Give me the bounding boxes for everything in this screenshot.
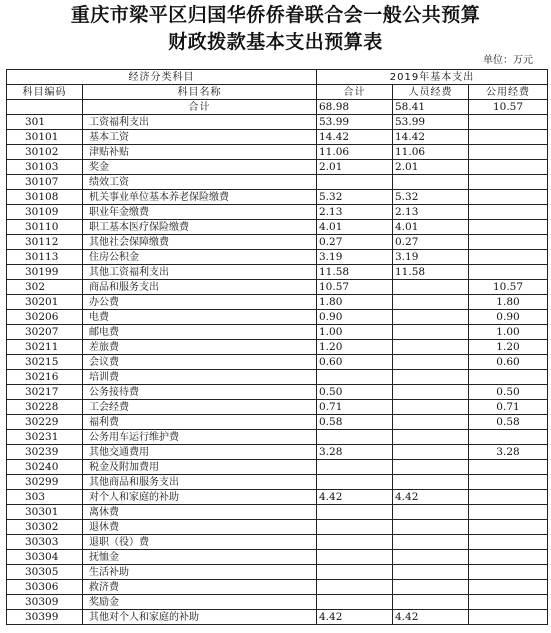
row-total bbox=[317, 520, 393, 535]
row-personnel: 3.19 bbox=[393, 250, 469, 265]
row-name: 绩效工资 bbox=[83, 175, 317, 190]
row-code: 30399 bbox=[7, 610, 83, 625]
row-personnel bbox=[393, 340, 469, 355]
row-code: 301 bbox=[7, 115, 83, 130]
row-total bbox=[317, 460, 393, 475]
row-code: 30103 bbox=[7, 160, 83, 175]
row-public bbox=[469, 235, 548, 250]
row-public: 0.90 bbox=[469, 310, 548, 325]
row-code: 30299 bbox=[7, 475, 83, 490]
header-econ-class: 经济分类科目 bbox=[7, 70, 317, 85]
table-row bbox=[7, 115, 548, 130]
row-public bbox=[469, 220, 548, 235]
row-personnel bbox=[393, 310, 469, 325]
row-total bbox=[317, 175, 393, 190]
row-public bbox=[469, 265, 548, 280]
row-public bbox=[469, 565, 548, 580]
row-public: 3.28 bbox=[469, 445, 548, 460]
row-name: 公务用车运行维护费 bbox=[83, 430, 317, 445]
row-code: 30206 bbox=[7, 310, 83, 325]
row-total: 11.58 bbox=[317, 265, 393, 280]
row-code: 30112 bbox=[7, 235, 83, 250]
row-public bbox=[469, 535, 548, 550]
row-code: 30107 bbox=[7, 175, 83, 190]
row-public bbox=[469, 610, 548, 625]
table-row bbox=[7, 280, 548, 295]
row-name: 工资福利支出 bbox=[83, 115, 317, 130]
row-public: 0.71 bbox=[469, 400, 548, 415]
row-code: 30309 bbox=[7, 595, 83, 610]
row-name: 职工基本医疗保险缴费 bbox=[83, 220, 317, 235]
row-total: 14.42 bbox=[317, 130, 393, 145]
table-row bbox=[7, 490, 548, 505]
row-code: 30305 bbox=[7, 565, 83, 580]
row-public: 0.50 bbox=[469, 385, 548, 400]
table-row bbox=[7, 130, 548, 145]
total-row-personnel: 58.41 bbox=[393, 100, 469, 115]
row-personnel: 2.13 bbox=[393, 205, 469, 220]
row-personnel: 5.32 bbox=[393, 190, 469, 205]
row-name: 邮电费 bbox=[83, 325, 317, 340]
row-total bbox=[317, 595, 393, 610]
row-code: 30304 bbox=[7, 550, 83, 565]
row-personnel bbox=[393, 370, 469, 385]
row-personnel bbox=[393, 565, 469, 580]
row-code: 30110 bbox=[7, 220, 83, 235]
row-total bbox=[317, 475, 393, 490]
row-personnel bbox=[393, 445, 469, 460]
row-personnel bbox=[393, 400, 469, 415]
row-code: 30301 bbox=[7, 505, 83, 520]
row-personnel bbox=[393, 475, 469, 490]
row-total: 11.06 bbox=[317, 145, 393, 160]
row-total: 2.13 bbox=[317, 205, 393, 220]
table-row bbox=[7, 250, 548, 265]
row-public bbox=[469, 550, 548, 565]
row-total bbox=[317, 580, 393, 595]
table-row bbox=[7, 370, 548, 385]
table-row bbox=[7, 385, 548, 400]
row-name: 基本工资 bbox=[83, 130, 317, 145]
row-name: 税金及附加费用 bbox=[83, 460, 317, 475]
header-year-title: 2019年基本支出 bbox=[317, 70, 548, 85]
row-personnel: 11.06 bbox=[393, 145, 469, 160]
row-total: 0.27 bbox=[317, 235, 393, 250]
row-personnel bbox=[393, 580, 469, 595]
row-name: 会议费 bbox=[83, 355, 317, 370]
row-name: 奖励金 bbox=[83, 595, 317, 610]
row-name: 奖金 bbox=[83, 160, 317, 175]
row-personnel: 0.27 bbox=[393, 235, 469, 250]
row-total: 5.32 bbox=[317, 190, 393, 205]
table-row bbox=[7, 160, 548, 175]
row-total: 1.20 bbox=[317, 340, 393, 355]
header-public: 公用经费 bbox=[469, 85, 548, 100]
row-name: 津贴补贴 bbox=[83, 145, 317, 160]
row-name: 救济费 bbox=[83, 580, 317, 595]
row-personnel bbox=[393, 535, 469, 550]
table-row bbox=[7, 235, 548, 250]
row-total: 4.42 bbox=[317, 490, 393, 505]
row-name: 生活补助 bbox=[83, 565, 317, 580]
row-personnel bbox=[393, 460, 469, 475]
total-row bbox=[7, 100, 548, 115]
row-name: 其他工资福利支出 bbox=[83, 265, 317, 280]
row-total bbox=[317, 370, 393, 385]
row-name: 职业年金缴费 bbox=[83, 205, 317, 220]
row-public bbox=[469, 115, 548, 130]
row-personnel bbox=[393, 595, 469, 610]
header-row-1 bbox=[7, 70, 548, 85]
row-name: 对个人和家庭的补助 bbox=[83, 490, 317, 505]
row-name: 退职（役）费 bbox=[83, 535, 317, 550]
row-public bbox=[469, 460, 548, 475]
row-code: 302 bbox=[7, 280, 83, 295]
row-total: 4.42 bbox=[317, 610, 393, 625]
row-public: 0.58 bbox=[469, 415, 548, 430]
row-total: 0.71 bbox=[317, 400, 393, 415]
row-total: 1.00 bbox=[317, 325, 393, 340]
table-row bbox=[7, 175, 548, 190]
row-public: 0.60 bbox=[469, 355, 548, 370]
table-row bbox=[7, 445, 548, 460]
row-total: 0.90 bbox=[317, 310, 393, 325]
budget-table bbox=[6, 69, 548, 625]
row-name: 其他社会保障缴费 bbox=[83, 235, 317, 250]
table-row bbox=[7, 205, 548, 220]
row-personnel bbox=[393, 355, 469, 370]
row-total: 0.50 bbox=[317, 385, 393, 400]
row-total bbox=[317, 505, 393, 520]
row-code: 30229 bbox=[7, 415, 83, 430]
row-name: 福利费 bbox=[83, 415, 317, 430]
row-total: 0.58 bbox=[317, 415, 393, 430]
row-code: 30101 bbox=[7, 130, 83, 145]
row-public: 1.20 bbox=[469, 340, 548, 355]
row-personnel: 53.99 bbox=[393, 115, 469, 130]
row-code: 303 bbox=[7, 490, 83, 505]
row-code: 30306 bbox=[7, 580, 83, 595]
row-total: 10.57 bbox=[317, 280, 393, 295]
row-code: 30217 bbox=[7, 385, 83, 400]
row-total bbox=[317, 535, 393, 550]
row-code: 30303 bbox=[7, 535, 83, 550]
table-row bbox=[7, 565, 548, 580]
row-code: 30211 bbox=[7, 340, 83, 355]
row-name: 公务接待费 bbox=[83, 385, 317, 400]
page-title-line-2: 财政拨款基本支出预算表 bbox=[168, 31, 383, 53]
row-total: 53.99 bbox=[317, 115, 393, 130]
row-code: 30231 bbox=[7, 430, 83, 445]
row-public bbox=[469, 175, 548, 190]
total-row-public: 10.57 bbox=[469, 100, 548, 115]
header-name: 科目名称 bbox=[83, 85, 317, 100]
table-row bbox=[7, 340, 548, 355]
row-code: 30113 bbox=[7, 250, 83, 265]
table-row bbox=[7, 415, 548, 430]
row-name: 其他交通费用 bbox=[83, 445, 317, 460]
row-total bbox=[317, 565, 393, 580]
row-name: 电费 bbox=[83, 310, 317, 325]
row-personnel bbox=[393, 430, 469, 445]
row-name: 办公费 bbox=[83, 295, 317, 310]
row-public bbox=[469, 490, 548, 505]
row-public bbox=[469, 160, 548, 175]
row-name: 机关事业单位基本养老保险缴费 bbox=[83, 190, 317, 205]
row-name: 工会经费 bbox=[83, 400, 317, 415]
unit-label: 单位：万元 bbox=[483, 55, 533, 66]
header-personnel: 人员经费 bbox=[393, 85, 469, 100]
row-public bbox=[469, 250, 548, 265]
row-name: 退休费 bbox=[83, 520, 317, 535]
table-row bbox=[7, 325, 548, 340]
row-total bbox=[317, 430, 393, 445]
row-name: 培训费 bbox=[83, 370, 317, 385]
row-code: 30302 bbox=[7, 520, 83, 535]
row-personnel: 4.42 bbox=[393, 610, 469, 625]
row-public bbox=[469, 475, 548, 490]
row-personnel bbox=[393, 295, 469, 310]
row-public bbox=[469, 580, 548, 595]
table-row bbox=[7, 220, 548, 235]
row-personnel bbox=[393, 280, 469, 295]
page-title-line-1: 重庆市梁平区归国华侨侨眷联合会一般公共预算 bbox=[70, 4, 481, 26]
row-personnel bbox=[393, 505, 469, 520]
row-code: 30240 bbox=[7, 460, 83, 475]
row-personnel: 4.42 bbox=[393, 490, 469, 505]
row-name: 其他商品和服务支出 bbox=[83, 475, 317, 490]
row-personnel: 11.58 bbox=[393, 265, 469, 280]
row-public bbox=[469, 520, 548, 535]
row-public bbox=[469, 370, 548, 385]
total-row-code bbox=[7, 100, 83, 115]
row-name: 差旅费 bbox=[83, 340, 317, 355]
row-personnel bbox=[393, 415, 469, 430]
row-name: 商品和服务支出 bbox=[83, 280, 317, 295]
table-row bbox=[7, 190, 548, 205]
table-row bbox=[7, 520, 548, 535]
row-personnel bbox=[393, 175, 469, 190]
table-row bbox=[7, 310, 548, 325]
header-total: 合计 bbox=[317, 85, 393, 100]
row-public: 1.80 bbox=[469, 295, 548, 310]
row-public bbox=[469, 190, 548, 205]
row-public bbox=[469, 205, 548, 220]
row-personnel: 4.01 bbox=[393, 220, 469, 235]
row-personnel bbox=[393, 520, 469, 535]
row-total: 2.01 bbox=[317, 160, 393, 175]
row-personnel bbox=[393, 325, 469, 340]
table-row bbox=[7, 265, 548, 280]
table-row bbox=[7, 145, 548, 160]
table-row bbox=[7, 595, 548, 610]
row-name: 其他对个人和家庭的补助 bbox=[83, 610, 317, 625]
table-row bbox=[7, 550, 548, 565]
table-row bbox=[7, 400, 548, 415]
row-total: 0.60 bbox=[317, 355, 393, 370]
row-code: 30215 bbox=[7, 355, 83, 370]
row-personnel bbox=[393, 385, 469, 400]
row-public bbox=[469, 430, 548, 445]
row-public bbox=[469, 130, 548, 145]
header-row-2 bbox=[7, 85, 548, 100]
budget-table-body bbox=[7, 100, 548, 625]
table-row bbox=[7, 355, 548, 370]
row-code: 30201 bbox=[7, 295, 83, 310]
table-row bbox=[7, 460, 548, 475]
row-personnel: 14.42 bbox=[393, 130, 469, 145]
row-public bbox=[469, 505, 548, 520]
row-total: 3.28 bbox=[317, 445, 393, 460]
row-personnel: 2.01 bbox=[393, 160, 469, 175]
table-row bbox=[7, 475, 548, 490]
row-code: 30239 bbox=[7, 445, 83, 460]
row-public bbox=[469, 595, 548, 610]
row-code: 30108 bbox=[7, 190, 83, 205]
row-total: 1.80 bbox=[317, 295, 393, 310]
row-code: 30207 bbox=[7, 325, 83, 340]
row-name: 抚恤金 bbox=[83, 550, 317, 565]
table-row bbox=[7, 505, 548, 520]
table-row bbox=[7, 430, 548, 445]
row-code: 30228 bbox=[7, 400, 83, 415]
row-total: 4.01 bbox=[317, 220, 393, 235]
table-row bbox=[7, 535, 548, 550]
total-row-label: 合计 bbox=[83, 100, 317, 115]
header-code: 科目编码 bbox=[7, 85, 83, 100]
row-public bbox=[469, 145, 548, 160]
row-code: 30216 bbox=[7, 370, 83, 385]
total-row-total: 68.98 bbox=[317, 100, 393, 115]
row-public: 1.00 bbox=[469, 325, 548, 340]
table-row bbox=[7, 610, 548, 625]
table-row bbox=[7, 295, 548, 310]
row-code: 30199 bbox=[7, 265, 83, 280]
row-public: 10.57 bbox=[469, 280, 548, 295]
row-code: 30102 bbox=[7, 145, 83, 160]
row-name: 住房公积金 bbox=[83, 250, 317, 265]
table-row bbox=[7, 580, 548, 595]
row-name: 离休费 bbox=[83, 505, 317, 520]
row-code: 30109 bbox=[7, 205, 83, 220]
row-total bbox=[317, 550, 393, 565]
row-total: 3.19 bbox=[317, 250, 393, 265]
row-personnel bbox=[393, 550, 469, 565]
